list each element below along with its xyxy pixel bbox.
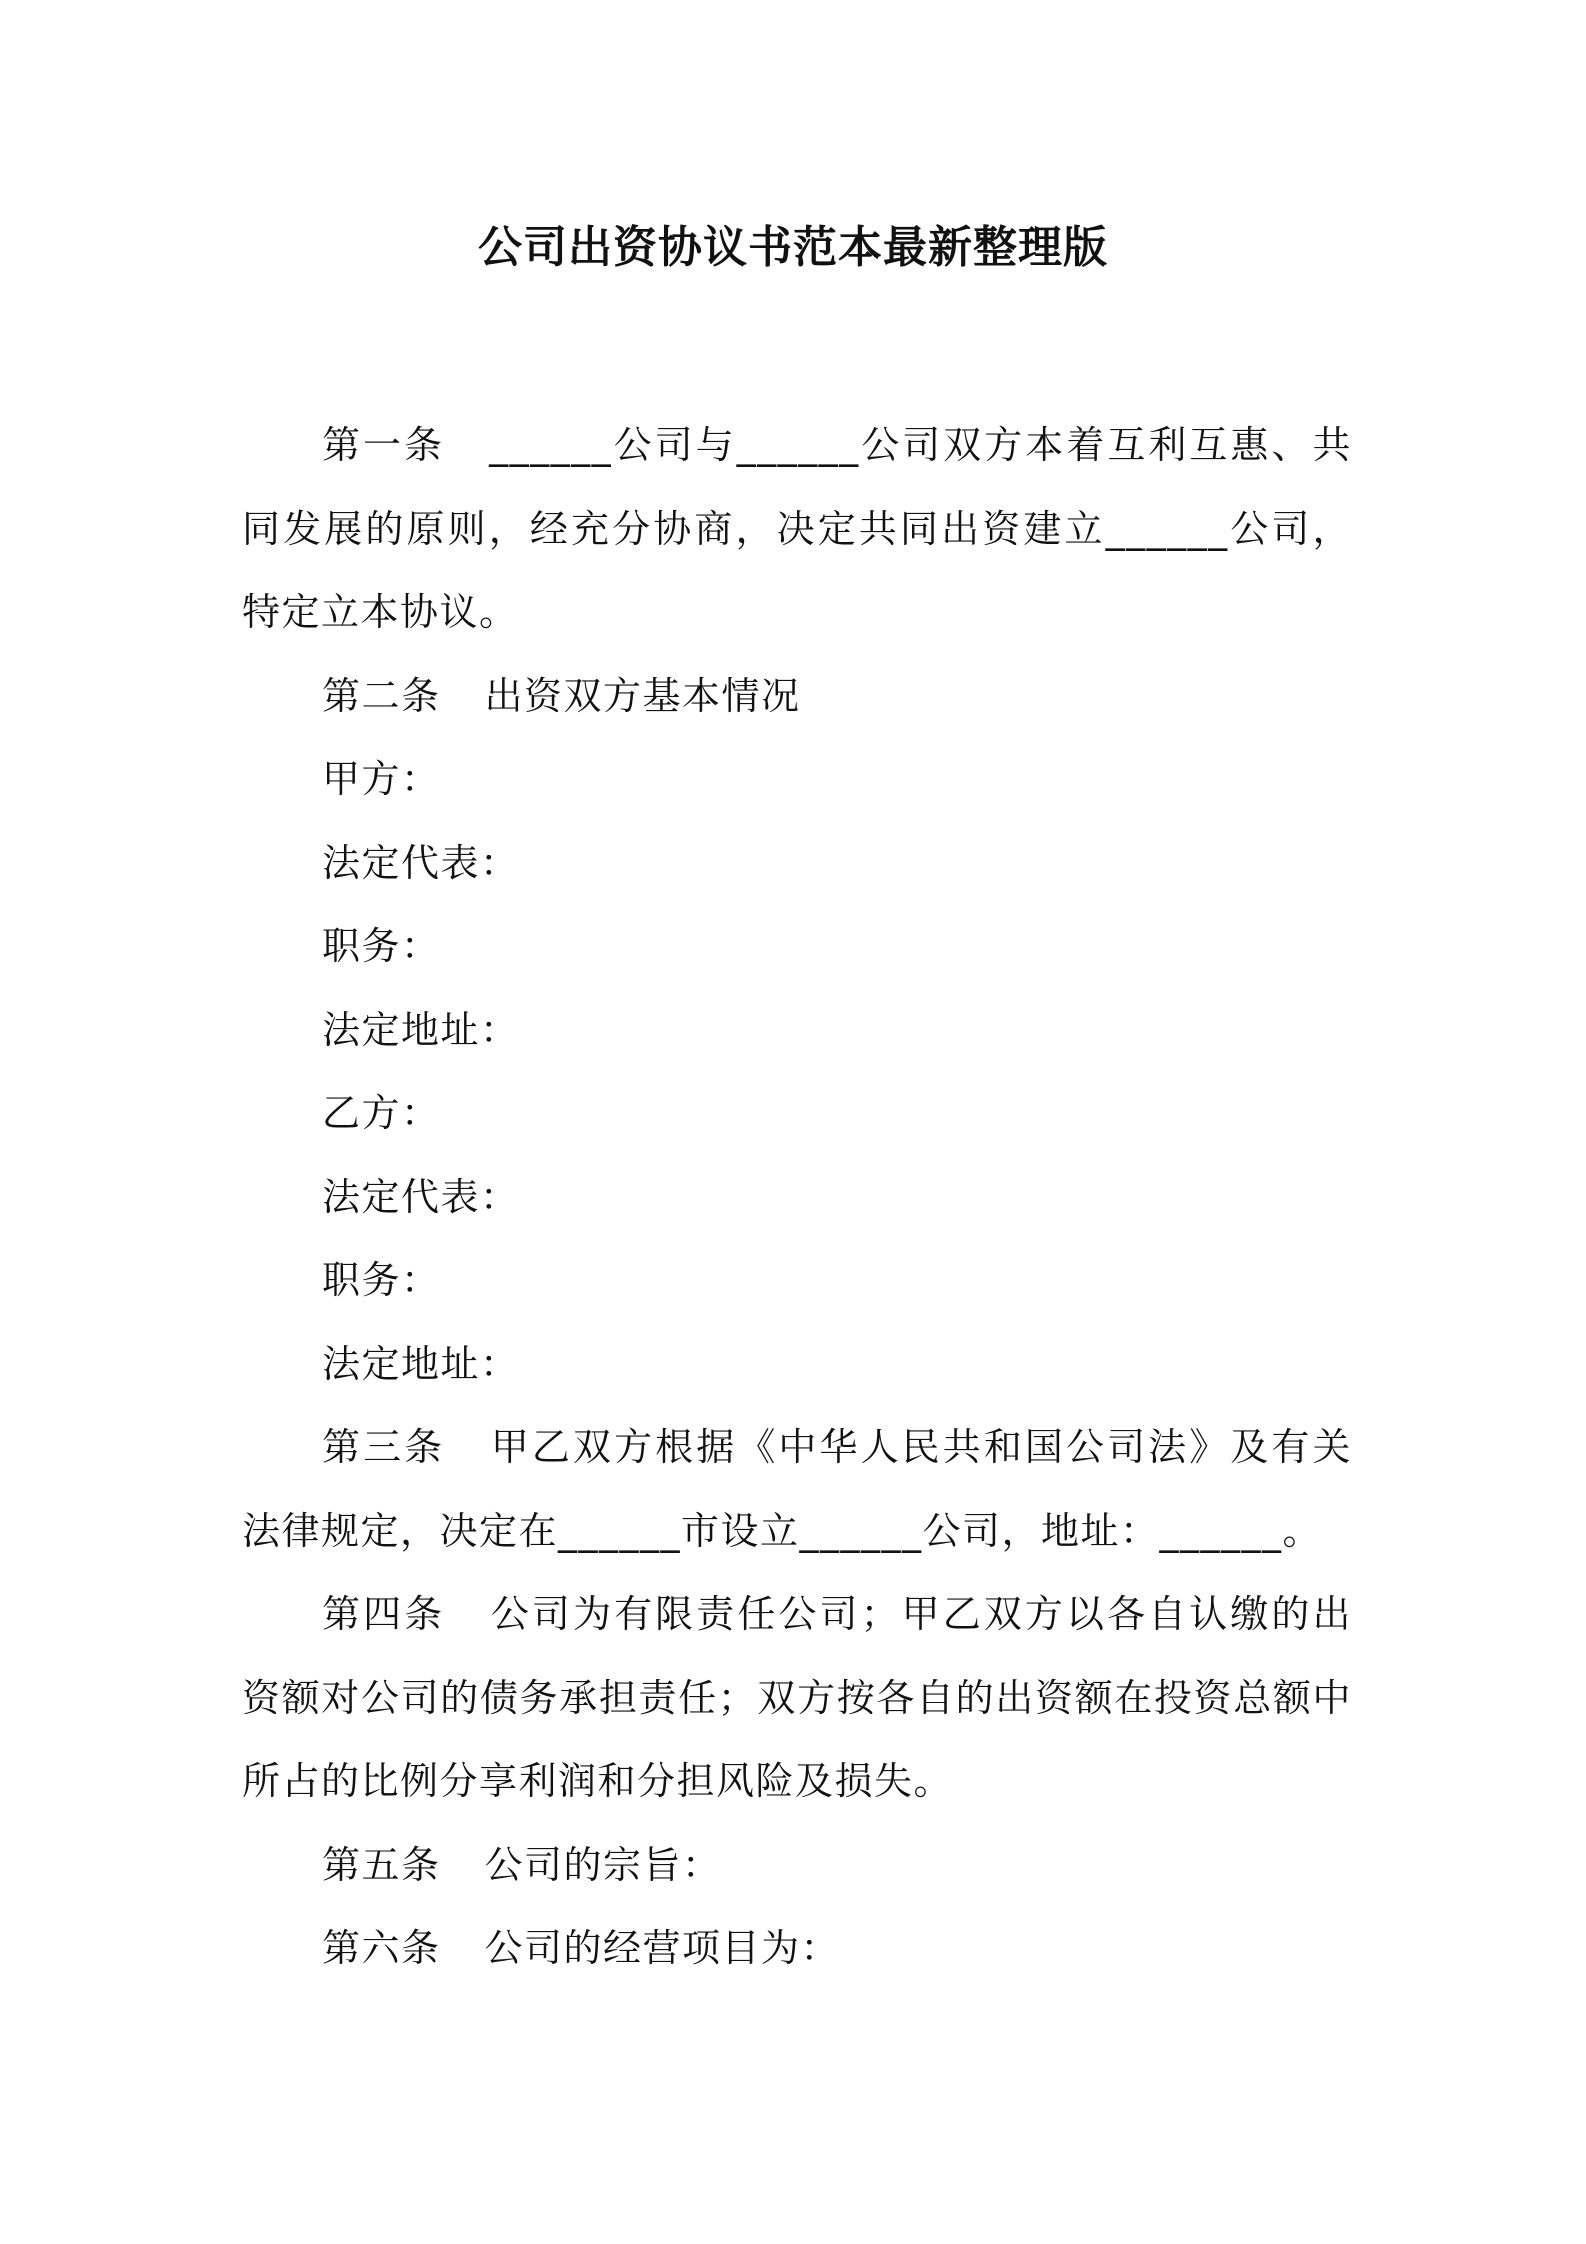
article-4-label: 第四条 <box>322 1592 446 1636</box>
party-a-legal-rep-field: 法定代表： <box>322 840 520 885</box>
article-2-label: 第二条 <box>322 673 441 718</box>
article-6 <box>242 1907 1352 1991</box>
article-5-text: 公司的宗旨： <box>484 1842 722 1887</box>
article-5 <box>242 1824 1352 1908</box>
article-4 <box>242 1573 1352 1824</box>
document-title: 公司出资协议书范本最新整理版 <box>478 222 1108 273</box>
party-b-name-field: 乙方： <box>322 1091 441 1135</box>
article-1-label: 第一条 <box>322 423 446 467</box>
article-2 <box>242 655 1352 739</box>
party-a-position-field: 职务： <box>322 924 441 968</box>
party-b-position-field: 职务： <box>322 1258 441 1302</box>
article-3 <box>242 1406 1352 1573</box>
article-5-label: 第五条 <box>322 1842 441 1887</box>
party-a-address-field: 法定地址： <box>322 1007 520 1052</box>
party-a-name-field: 甲方： <box>322 757 441 801</box>
article-6-text: 公司的经营项目为： <box>484 1926 841 1970</box>
party-b-legal-rep-field: 法定代表： <box>322 1174 520 1219</box>
party-b-address-field: 法定地址： <box>322 1341 520 1386</box>
article-6-label: 第六条 <box>322 1926 441 1970</box>
article-2-text: 出资双方基本情况 <box>484 673 801 718</box>
article-3-text: 甲乙双方根据《中华人民共和国公司法》及有关法律规定，决定在______市设立______公司，地址：______。 <box>242 1425 1352 1553</box>
article-1-text: ______公司与______公司双方本着互利互惠、共同发展的原则，经充分协商，决定共同出资建立______公司，特定立本协议。 <box>242 423 1352 634</box>
article-3-label: 第三条 <box>322 1425 446 1469</box>
article-4-text: 公司为有限责任公司；甲乙双方以各自认缴的出资额对公司的债务承担责任；双方按各自的出资额在投资总额中所占的比例分享利润和分担风险及损失。 <box>242 1592 1352 1803</box>
document-body <box>242 404 1352 1991</box>
article-1 <box>242 404 1352 655</box>
